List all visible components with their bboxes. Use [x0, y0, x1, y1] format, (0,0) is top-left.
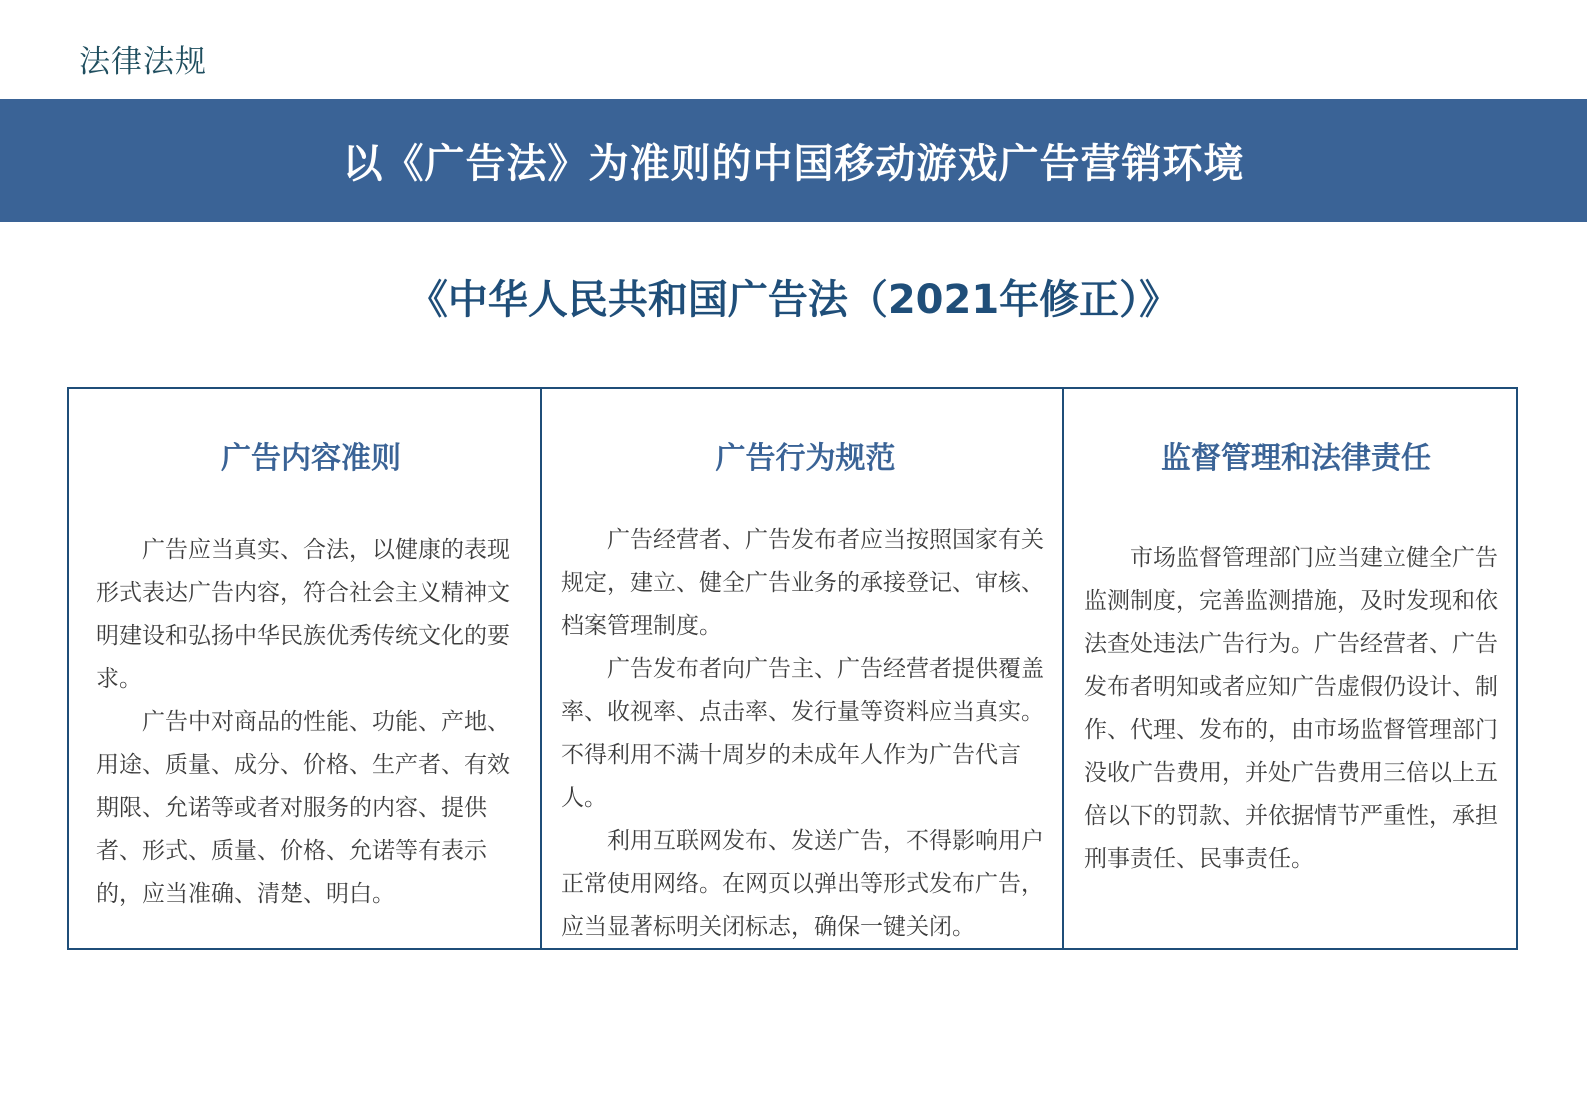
- banner-title: 以《广告法》为准则的中国移动游戏广告营销环境: [342, 141, 1245, 187]
- column-heading: 广告行为规范: [715, 441, 896, 476]
- column-body: [96, 529, 526, 916]
- column-ad-content-rules: [69, 389, 540, 948]
- column-supervision-liability: [1062, 389, 1516, 948]
- paragraph: 广告中对商品的性能、功能、产地、用途、质量、成分、价格、生产者、有效期限、允诺等或者对服务的内容、提供者、形式、质量、价格、允诺等有表示的，应当准确、清楚、明白。: [96, 709, 510, 907]
- title-banner: [0, 99, 1587, 222]
- column-ad-behavior-norms: [540, 389, 1062, 948]
- law-title: 《中华人民共和国广告法（2021年修正）》: [407, 277, 1180, 323]
- paragraph: 广告发布者向广告主、广告经营者提供覆盖率、收视率、点击率、发行量等资料应当真实。不得利用不满十周岁的未成年人作为广告代言人。: [561, 656, 1045, 811]
- paragraph: 广告应当真实、合法，以健康的表现形式表达广告内容，符合社会主义精神文明建设和弘扬中华民族优秀传统文化的要求。: [96, 537, 510, 692]
- column-heading: 监督管理和法律责任: [1160, 441, 1431, 476]
- content-columns: [67, 387, 1518, 950]
- paragraph: 广告经营者、广告发布者应当按照国家有关规定，建立、健全广告业务的承接登记、审核、档案管理制度。: [561, 527, 1045, 639]
- column-body: [561, 519, 1050, 949]
- paragraph: 利用互联网发布、发送广告，不得影响用户正常使用网络。在网页以弹出等形式发布广告，应当显著标明关闭标志，确保一键关闭。: [561, 828, 1045, 940]
- section-label: 法律法规: [79, 44, 207, 80]
- column-body: [1084, 537, 1508, 881]
- column-heading: 广告内容准则: [221, 441, 402, 476]
- paragraph: 市场监督管理部门应当建立健全广告监测制度，完善监测措施，及时发现和依法查处违法广告行为。广告经营者、广告发布者明知或者应知广告虚假仍设计、制作、代理、发布的，由市场监督管理部门没收广告费用，并处广告费用三倍以上五倍以下的罚款、并依据情节严重性，承担刑事责任、民事责任。: [1083, 545, 1498, 872]
